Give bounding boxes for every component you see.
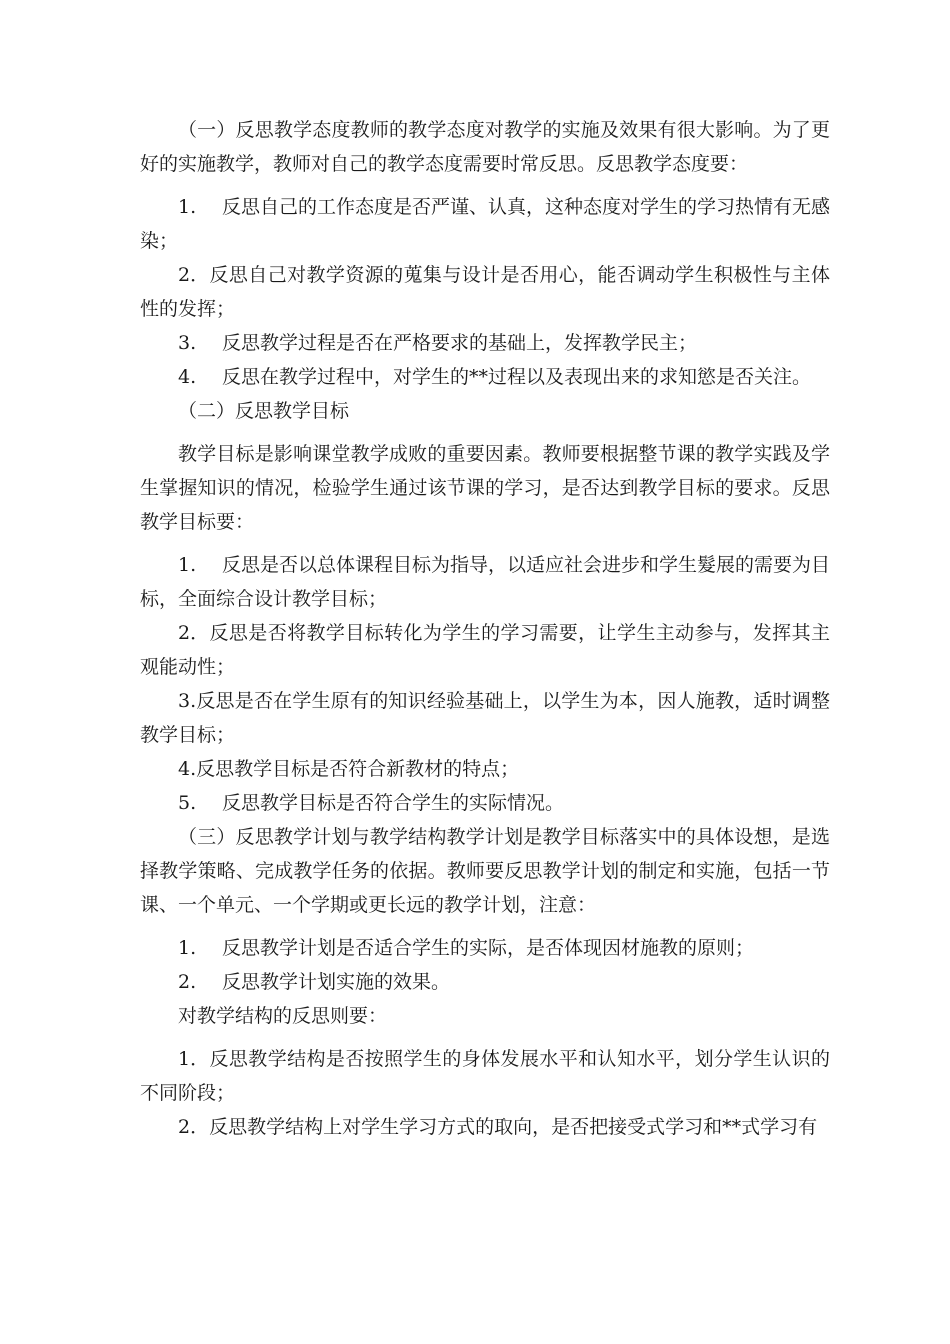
paragraph-text: 反思自己的工作态度是否严谨、认真，这种态度对学生的学习热情有无感染；: [140, 196, 831, 252]
paragraph-text: （一）反思教学态度教师的教学态度对教学的实施及效果有很大影响。为了更好的实施教学，教师对自己的教学态度需要时常反思。反思教学态度要：: [140, 119, 830, 175]
list-item: [140, 548, 830, 616]
list-item: [140, 752, 830, 786]
list-item: [140, 684, 830, 752]
paragraph-text: 反思是否在学生原有的知识经验基础上，以学生为本，因人施教，适时调整教学目标；: [140, 690, 830, 746]
paragraph-text: 反思教学过程是否在严格要求的基础上，发挥教学民主；: [222, 332, 698, 354]
list-number: 1.: [178, 937, 197, 959]
paragraph-text: 反思教学目标是否符合学生的实际情况。: [222, 792, 565, 814]
list-number: 3.: [178, 690, 197, 712]
list-item: [140, 931, 830, 965]
paragraph-text: 反思教学计划实施的效果。: [222, 971, 451, 993]
list-number: 2．: [178, 622, 210, 644]
list-number: 2．: [178, 1116, 210, 1138]
section-1-intro: [140, 113, 830, 181]
list-number: 1．: [178, 1048, 210, 1070]
list-number: 4.: [178, 758, 197, 780]
paragraph-text: 反思自己对教学资源的蒐集与设计是否用心，能否调动学生积极性与主体性的发挥；: [140, 264, 830, 320]
list-number: 1.: [178, 196, 197, 218]
list-item: [140, 190, 830, 258]
list-number: 4.: [178, 366, 197, 388]
section-2-intro: [140, 437, 830, 539]
document-page: [140, 113, 830, 1144]
list-item: [140, 326, 830, 360]
list-number: 2.: [178, 971, 197, 993]
list-item: [140, 1042, 830, 1110]
paragraph-text: （三）反思教学计划与教学结构教学计划是教学目标落实中的具体设想，是选择教学策略、完成教学任务的依据。教师要反思教学计划的制定和实施，包括一节课、一个单元、一个学期或更长远的教学计划，注意：: [140, 826, 830, 916]
list-item: [140, 258, 830, 326]
paragraph-text: 反思是否将教学目标转化为学生的学习需要，让学生主动参与，发挥其主观能动性；: [140, 622, 830, 678]
list-item: [140, 360, 830, 394]
paragraph-text: （二）反思教学目标: [178, 400, 350, 422]
section-2-heading: [140, 394, 830, 428]
paragraph-text: 教学目标是影响课堂教学成败的重要因素。教师要根据整节课的教学实践及学生掌握知识的情况，检验学生通过该节课的学习，是否达到教学目标的要求。反思教学目标要：: [140, 443, 830, 533]
list-number: 2．: [178, 264, 210, 286]
paragraph-text: 反思教学目标是否符合新教材的特点；: [196, 758, 520, 780]
list-item: [140, 616, 830, 684]
paragraph-text: 对教学结构的反思则要：: [178, 1005, 388, 1027]
list-item: [140, 965, 830, 999]
structure-intro: [140, 999, 830, 1033]
list-number: 1.: [178, 554, 197, 576]
paragraph-text: 反思是否以总体课程目标为指导，以适应社会进步和学生髮展的需要为目标，全面综合设计教学目标；: [140, 554, 831, 610]
paragraph-text: 反思教学结构上对学生学习方式的取向，是否把接受式学习和**式学习有: [209, 1116, 818, 1138]
list-item: [140, 1110, 830, 1144]
paragraph-text: 反思教学结构是否按照学生的身体发展水平和认知水平，划分学生认识的不同阶段；: [140, 1048, 830, 1104]
paragraph-text: 反思在教学过程中，对学生的**过程以及表现出来的求知慾是否关注。: [222, 366, 812, 388]
list-number: 3.: [178, 332, 197, 354]
paragraph-text: 反思教学计划是否适合学生的实际，是否体现因材施教的原则；: [222, 937, 755, 959]
list-item: [140, 786, 830, 820]
list-number: 5.: [178, 792, 197, 814]
section-3-intro: [140, 820, 830, 922]
